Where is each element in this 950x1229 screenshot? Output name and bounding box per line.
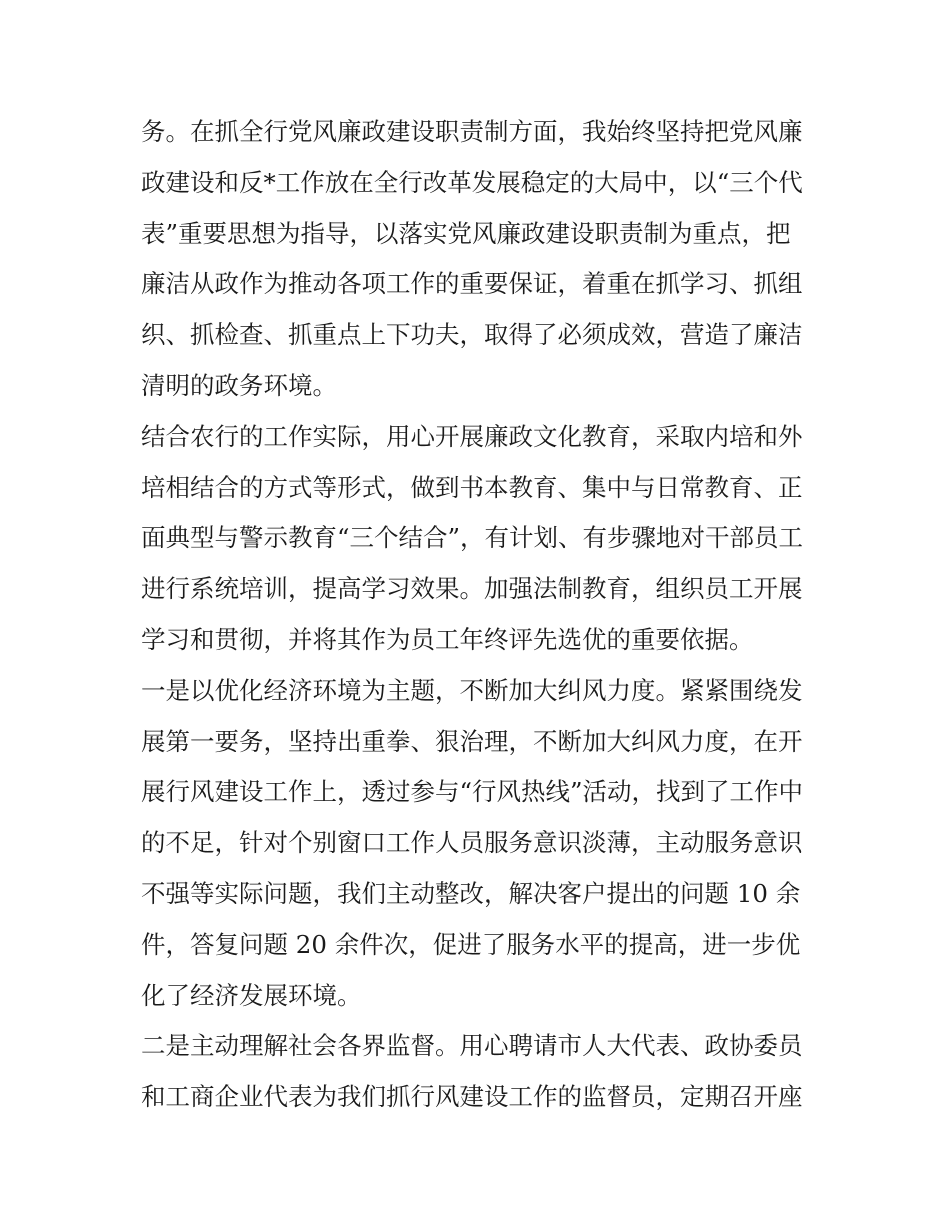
text-line: 清明的政务环境。 [141,370,337,400]
text-line: 一是以优化经济环境为主题，不断加大纠风力度。紧紧围绕发 [141,675,803,705]
text-line: 织、抓检查、抓重点上下功夫，取得了必须成效，营造了廉洁 [141,320,803,350]
text-line: 进行系统培训，提高学习效果。加强法制教育，组织员工开展 [141,574,803,604]
text-line: 面典型与警示教育“三个结合”，有计划、有步骤地对干部员工 [141,523,804,553]
text-line: 不强等实际问题，我们主动整改，解决客户提出的问题 10 余 [141,878,801,908]
text-line: 展第一要务，坚持出重拳、狠治理，不断加大纠风力度，在开 [141,726,803,756]
text-line: 展行风建设工作上，透过参与“行风热线”活动，找到了工作中 [141,777,804,807]
text-line: 学习和贯彻，并将其作为员工年终评先选优的重要依据。 [141,624,754,654]
text-line: 结合农行的工作实际，用心开展廉政文化教育，采取内培和外 [141,421,803,451]
text-line: 二是主动理解社会各界监督。用心聘请市人大代表、政协委员 [141,1031,803,1061]
text-line: 表”重要思想为指导，以落实党风廉政建设职责制为重点，把 [141,218,791,248]
text-line: 化了经济发展环境。 [141,980,362,1010]
text-line: 培相结合的方式等形式，做到书本教育、集中与日常教育、正 [141,472,803,502]
text-line: 廉洁从政作为推动各项工作的重要保证，着重在抓学习、抓组 [141,269,803,299]
text-line: 务。在抓全行党风廉政建设职责制方面，我始终坚持把党风廉 [141,117,803,146]
text-line: 政建设和反*工作放在全行改革发展稳定的大局中，以“三个代 [141,167,803,197]
body-text [141,107,841,1123]
text-line: 和工商企业代表为我们抓行风建设工作的监督员，定期召开座 [141,1082,803,1112]
text-line: 件，答复问题 20 余件次，促进了服务水平的提高，进一步优 [141,929,801,959]
text-line: 的不足，针对个别窗口工作人员服务意识淡薄，主动服务意识 [141,828,803,858]
